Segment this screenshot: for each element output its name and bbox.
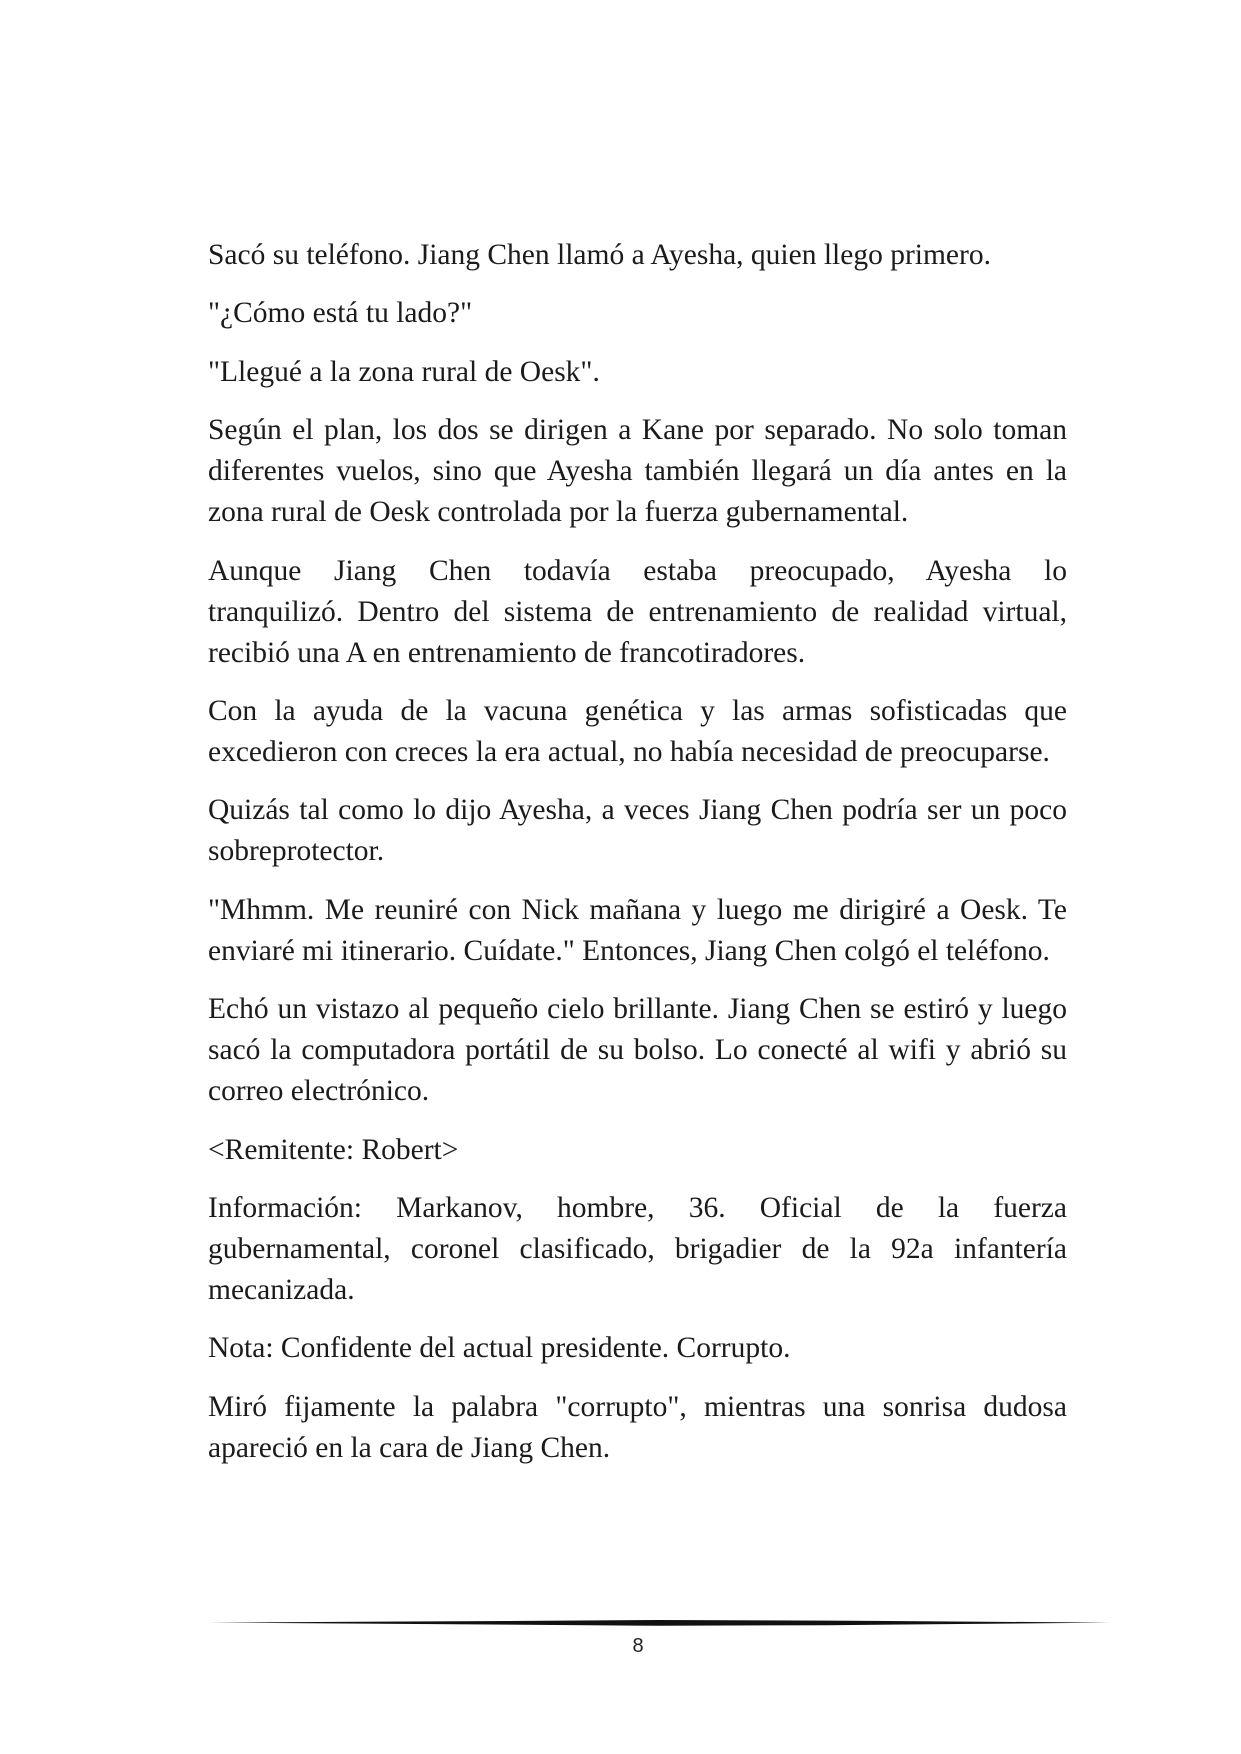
text-line: apareció en la cara de Jiang Chen.: [208, 1431, 611, 1464]
text-line: Quizás tal como lo dijo Ayesha, a veces Jiang Chen podría ser un poco: [208, 794, 1067, 827]
text-line: recibió una A en entrenamiento de francotiradores.: [208, 636, 806, 669]
text-line: enviaré mi itinerario. Cuídate." Entonces, Jiang Chen colgó el teléfono.: [208, 934, 1050, 967]
paragraph: [208, 890, 1067, 972]
text-line: correo electrónico.: [208, 1075, 430, 1108]
paragraph: [208, 410, 1067, 533]
text-line: Con la ayuda de la vacuna genética y las armas sofisticadas que: [208, 694, 1067, 727]
text-line: sacó la computadora portátil de su bolso. Lo conecté al wifi y abrió su: [208, 1034, 1067, 1067]
text-line: gubernamental, coronel clasificado, brigadier de la 92a infantería: [208, 1232, 1067, 1265]
paragraph: [208, 989, 1067, 1112]
text-line: tranquilizó. Dentro del sistema de entrenamiento de realidad virtual,: [208, 595, 1067, 628]
text-line: "Llegué a la zona rural de Oesk".: [208, 355, 600, 388]
text-line: mecanizada.: [208, 1273, 355, 1306]
text-line: <Remitente: Robert>: [208, 1133, 459, 1166]
text-line: Información: Markanov, hombre, 36. Oficial de la fuerza: [208, 1191, 1067, 1224]
text-line: excedieron con creces la era actual, no había necesidad de preocuparse.: [208, 735, 1050, 768]
body-text: [208, 235, 1067, 1486]
paragraph: [208, 790, 1067, 872]
text-line: Echó un vistazo al pequeño cielo brillante. Jiang Chen se estiró y luego: [208, 993, 1067, 1026]
footer-rule: [208, 1617, 1110, 1629]
text-line: Miró fijamente la palabra "corrupto", mientras una sonrisa dudosa: [208, 1390, 1067, 1423]
text-line: zona rural de Oesk controlada por la fuerza gubernamental.: [208, 496, 909, 529]
text-line: Nota: Confidente del actual presidente. Corrupto.: [208, 1332, 791, 1365]
text-line: Aunque Jiang Chen todavía estaba preocupado, Ayesha lo: [208, 554, 1067, 587]
text-line: Según el plan, los dos se dirigen a Kane por separado. No solo toman: [208, 414, 1067, 447]
paragraph: [208, 235, 1067, 276]
text-line: "Mhmm. Me reuniré con Nick mañana y luego me dirigiré a Oesk. Te: [208, 893, 1067, 926]
paragraph: [208, 1387, 1067, 1469]
text-line: sobreprotector.: [208, 835, 385, 868]
paragraph: [208, 1130, 1067, 1171]
paragraph: [208, 551, 1067, 674]
paragraph: [208, 352, 1067, 393]
page-number: 8: [632, 1635, 644, 1657]
text-line: diferentes vuelos, sino que Ayesha también llegará un día antes en la: [208, 455, 1067, 488]
paragraph: [208, 293, 1067, 334]
paragraph: [208, 1188, 1067, 1311]
text-line: "¿Cómo está tu lado?": [208, 297, 473, 330]
paragraph: [208, 691, 1067, 773]
text-line: Sacó su teléfono. Jiang Chen llamó a Ayesha, quien llego primero.: [208, 239, 991, 271]
paragraph: [208, 1328, 1067, 1369]
